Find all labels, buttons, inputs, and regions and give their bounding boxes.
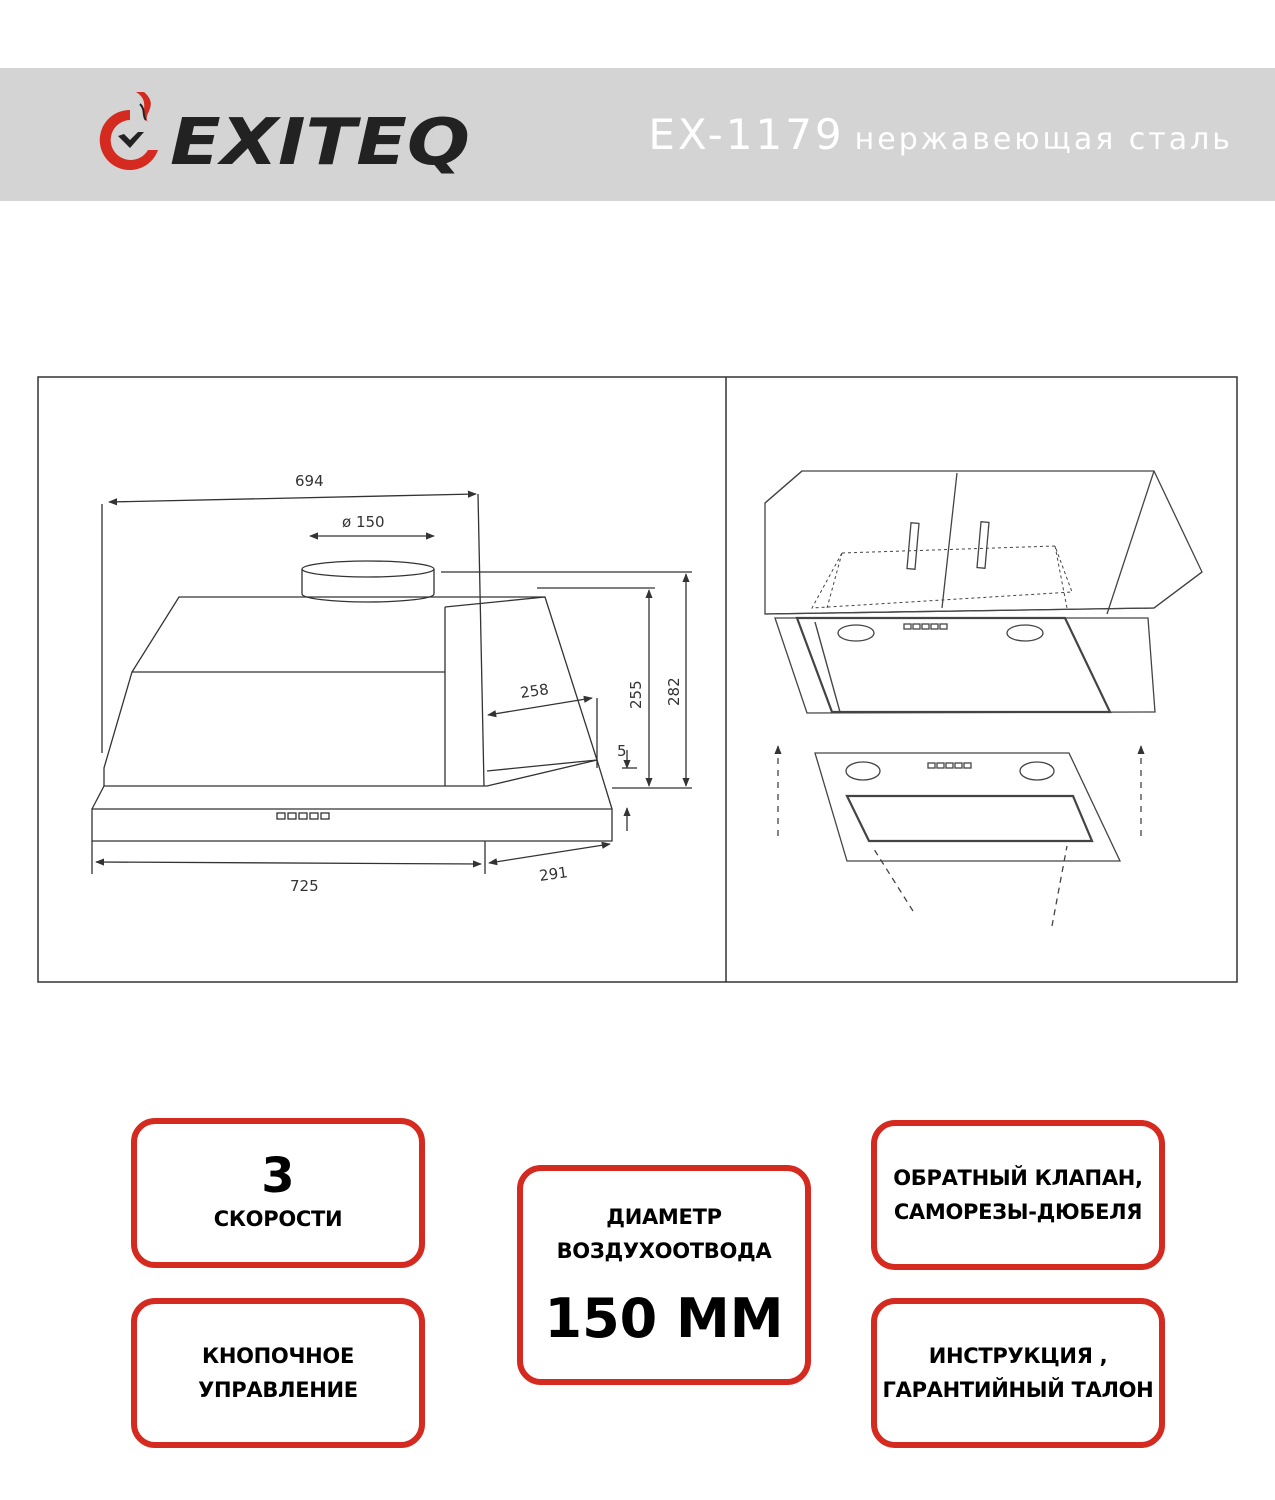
duct-line2: ВОЗДУХООТВОДА [556, 1239, 772, 1263]
dim-depth-top: 258 [519, 680, 550, 702]
dim-body-height: 255 [627, 680, 645, 709]
cabinet [765, 471, 1202, 614]
bottom-panel [92, 809, 612, 841]
drawing-canvas [37, 376, 1238, 983]
card-accessories [871, 1120, 1165, 1270]
speeds-number: 3 [261, 1148, 295, 1204]
duct-value: 150 ММ [544, 1287, 784, 1350]
technical-drawing [37, 376, 1238, 983]
bottom-panel-install [815, 753, 1120, 861]
dim-top-width: 694 [295, 472, 324, 490]
brand-wordmark: EXITEQ [170, 106, 470, 180]
speeds-label: СКОРОСТИ [213, 1207, 343, 1231]
dim-total-height: 282 [665, 677, 683, 706]
installation-view [765, 471, 1202, 926]
control-line2: УПРАВЛЕНИЕ [198, 1378, 358, 1402]
drawing-frame [38, 377, 1237, 982]
accessories-line2: САМОРЕЗЫ-ДЮБЕЛЯ [893, 1200, 1143, 1224]
card-speeds [131, 1118, 425, 1268]
accessories-line1: ОБРАТНЫЙ КЛАПАН, [893, 1166, 1143, 1190]
material-label: нержавеющая сталь [854, 122, 1233, 157]
card-control [131, 1298, 425, 1448]
duct-line1: ДИАМЕТР [606, 1205, 722, 1229]
side-view [92, 494, 692, 874]
hood-installed [775, 618, 1155, 713]
flame-icon [100, 92, 158, 170]
duct-top [302, 561, 434, 577]
card-duct-diameter [517, 1165, 811, 1385]
docs-line2: ГАРАНТИЙНЫЙ ТАЛОН [882, 1378, 1154, 1402]
control-buttons [277, 813, 329, 819]
brand-logo [80, 84, 480, 184]
model-number: EX-1179 [648, 110, 845, 159]
header-bar [0, 68, 1275, 201]
card-documents [871, 1298, 1165, 1448]
dim-duct-diameter: ø 150 [342, 513, 385, 531]
dim-panel-gap: 5 [617, 742, 627, 760]
dim-panel-width: 725 [290, 877, 319, 895]
control-line1: КНОПОЧНОЕ [201, 1344, 355, 1368]
product-title [648, 110, 1233, 159]
dim-panel-depth: 291 [538, 863, 569, 885]
docs-line1: ИНСТРУКЦИЯ , [928, 1344, 1108, 1368]
